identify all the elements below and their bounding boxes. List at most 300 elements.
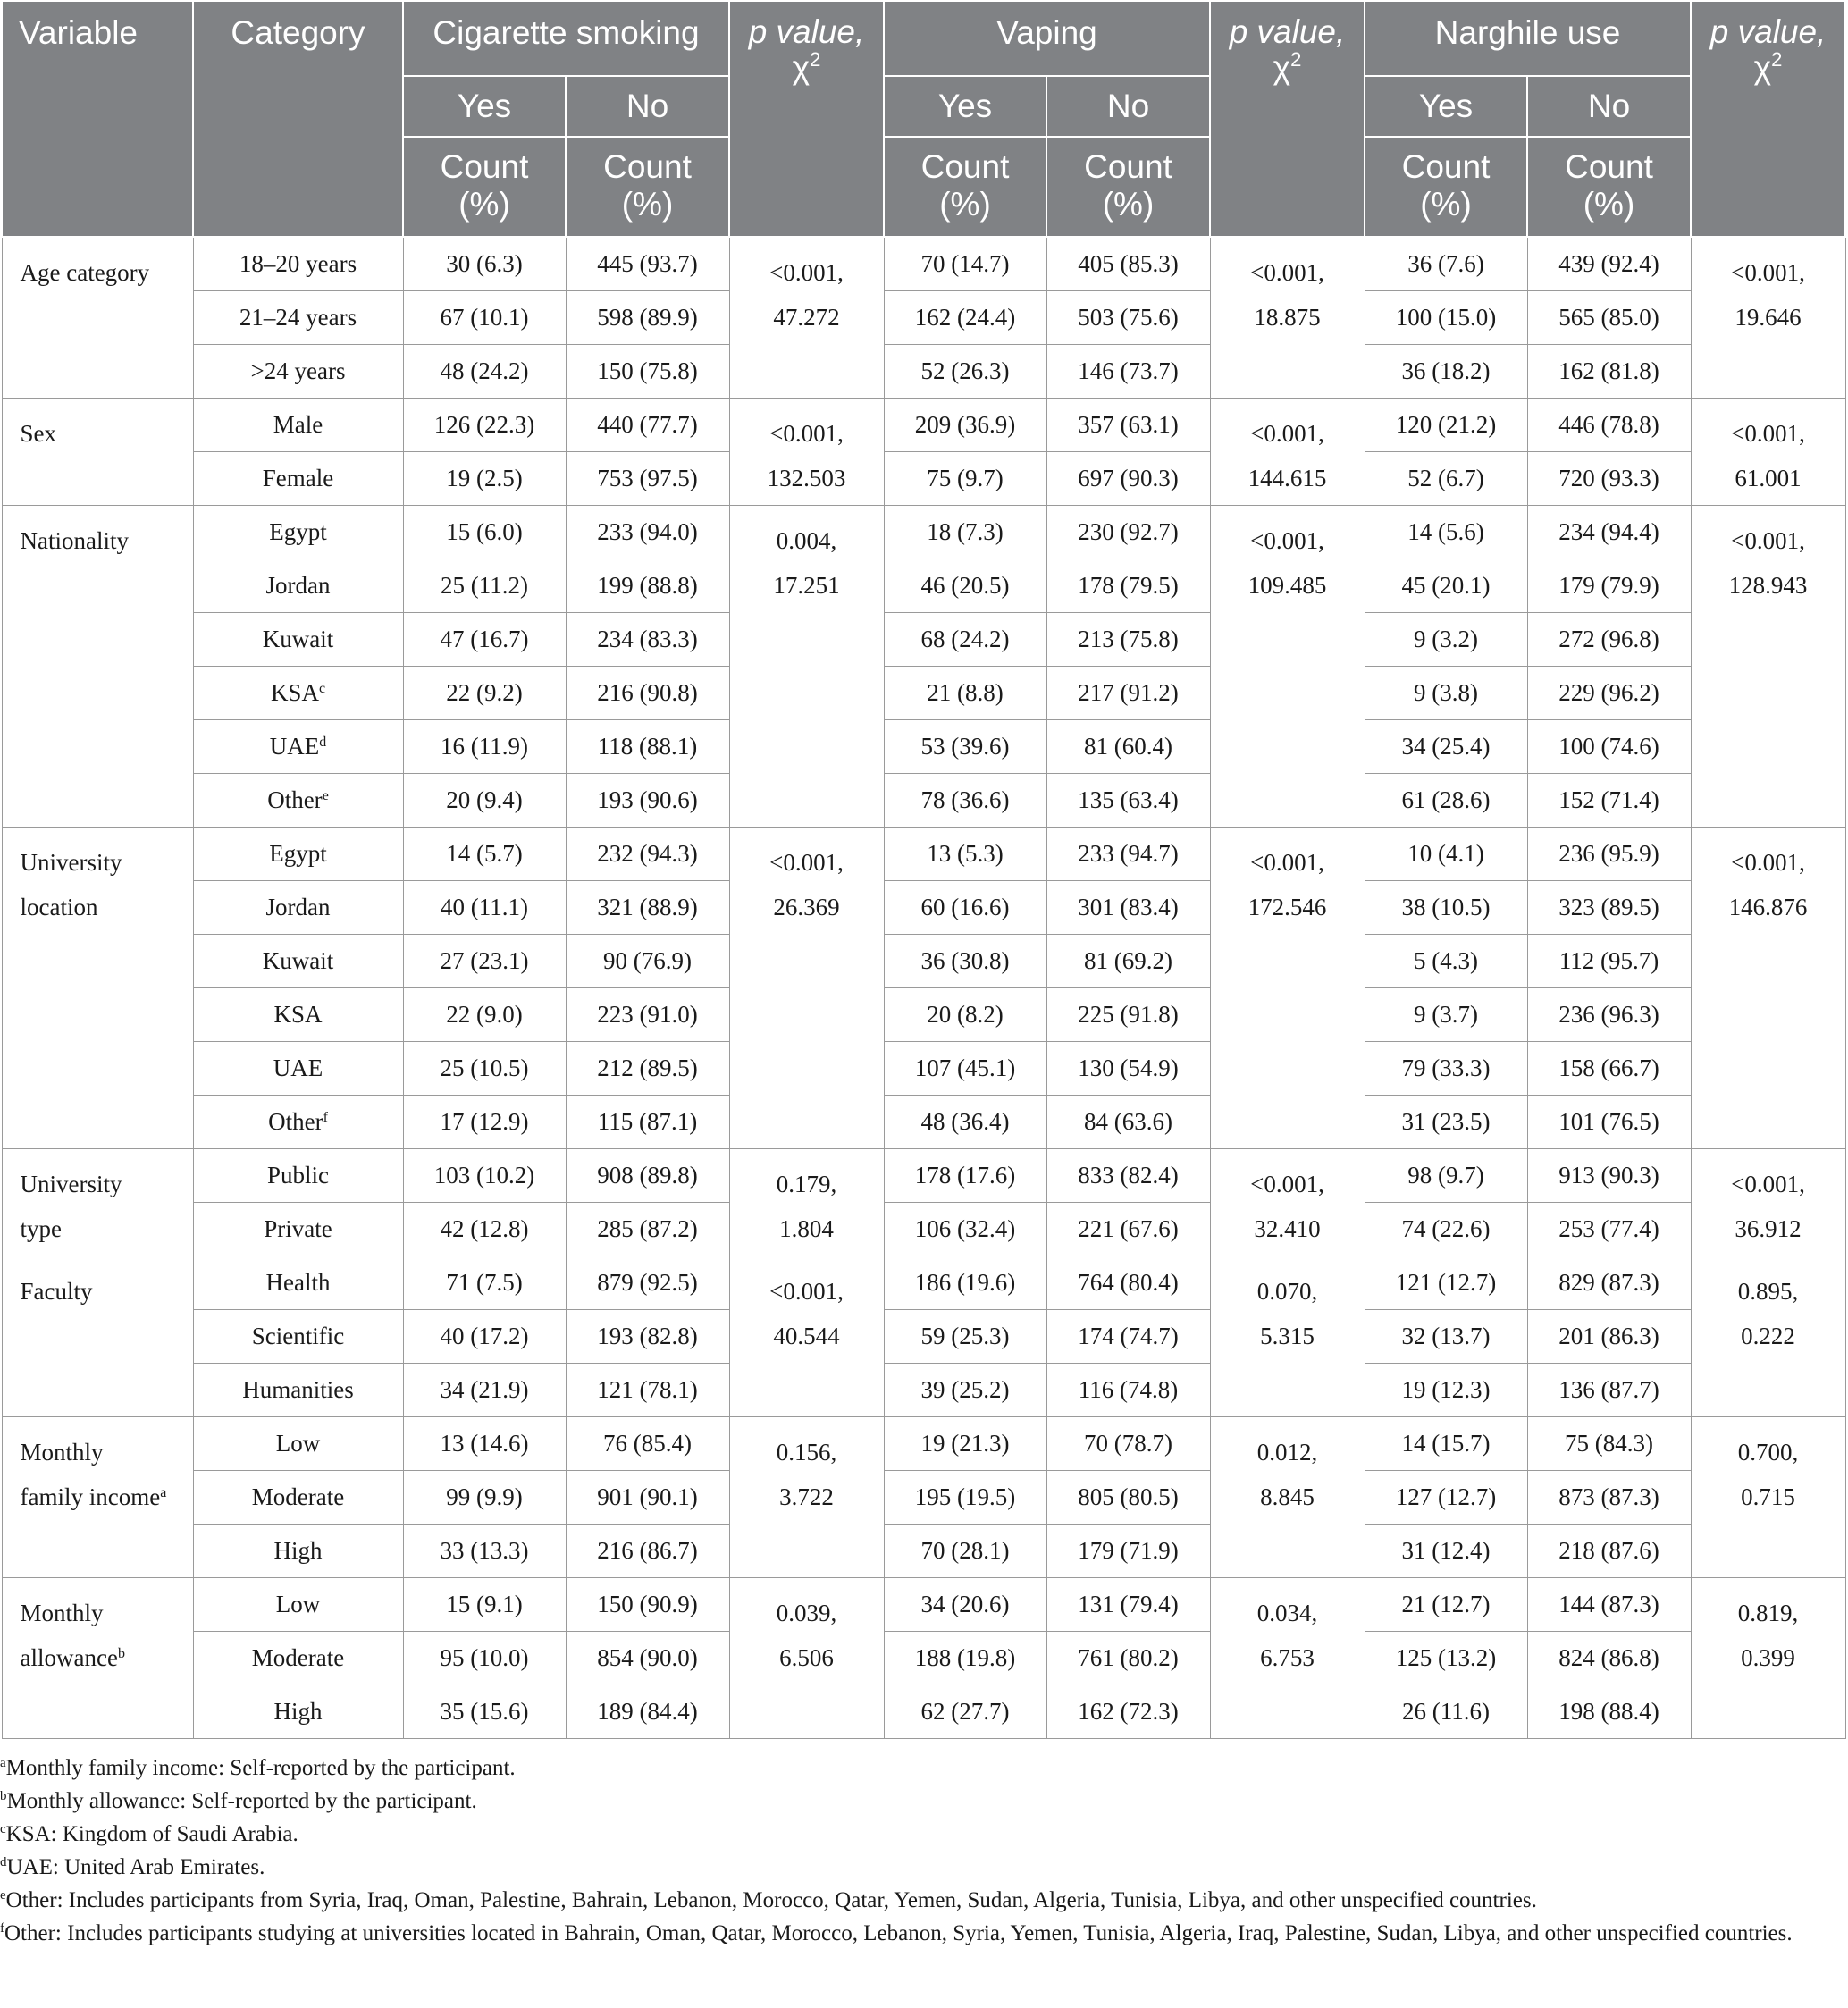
count-cell: 112 (95.7) (1527, 935, 1691, 988)
count-cell: 212 (89.5) (566, 1042, 729, 1096)
category-label: Other (268, 1108, 323, 1135)
count-cell: 233 (94.7) (1046, 828, 1210, 881)
count-cell: 42 (12.8) (403, 1203, 566, 1256)
pvalue-cell: <0.001, 40.544 (729, 1256, 884, 1417)
percent-label: (%) (939, 186, 991, 223)
header-count (884, 137, 1046, 237)
pvalue-cell: 0.034, 6.753 (1210, 1578, 1365, 1739)
footnote-marker: b (0, 1789, 7, 1803)
count-cell: 47 (16.7) (403, 613, 566, 667)
count-cell: 236 (96.3) (1527, 988, 1691, 1042)
chi-sup: 2 (1771, 48, 1783, 71)
header-count (566, 137, 729, 237)
header-yes: Yes (403, 76, 566, 137)
footnote-text: Monthly allowance: Self-reported by the participant. (6, 1789, 477, 1813)
pvalue-label: p value, (1229, 13, 1346, 50)
count-label: Count (1084, 148, 1172, 185)
count-cell: 67 (10.1) (403, 291, 566, 345)
count-cell: 125 (13.2) (1365, 1632, 1527, 1685)
table-row (2, 1149, 1845, 1203)
count-cell: 59 (25.3) (884, 1310, 1046, 1364)
count-cell: 130 (54.9) (1046, 1042, 1210, 1096)
category-label: Private (264, 1215, 332, 1242)
count-cell: 31 (23.5) (1365, 1096, 1527, 1149)
count-cell: 15 (9.1) (403, 1578, 566, 1632)
count-cell: 52 (26.3) (884, 345, 1046, 399)
category-label: Health (265, 1269, 331, 1296)
count-cell: 118 (88.1) (566, 720, 729, 774)
pvalue-cell: <0.001, 109.485 (1210, 506, 1365, 828)
variable-cell (2, 1417, 193, 1578)
results-table (1, 0, 1846, 1739)
count-cell: 126 (22.3) (403, 399, 566, 452)
count-cell: 79 (33.3) (1365, 1042, 1527, 1096)
pvalue-cell: <0.001, 36.912 (1691, 1149, 1845, 1256)
pvalue-cell: 0.012, 8.845 (1210, 1417, 1365, 1578)
pvalue-cell: <0.001, 144.615 (1210, 399, 1365, 506)
table-row (2, 237, 1845, 291)
pvalue-cell: <0.001, 47.272 (729, 237, 884, 399)
count-cell: 14 (5.7) (403, 828, 566, 881)
count-cell: 101 (76.5) (1527, 1096, 1691, 1149)
footnote-text: UAE: United Arab Emirates. (6, 1855, 265, 1879)
variable-label: Sex (20, 420, 56, 447)
count-cell: 179 (79.9) (1527, 559, 1691, 613)
count-cell: 854 (90.0) (566, 1632, 729, 1685)
variable-cell (2, 237, 193, 399)
count-cell: 27 (23.1) (403, 935, 566, 988)
count-cell: 40 (17.2) (403, 1310, 566, 1364)
category-label: Humanities (242, 1376, 354, 1403)
count-cell: 150 (75.8) (566, 345, 729, 399)
count-cell: 158 (66.7) (1527, 1042, 1691, 1096)
table-row (2, 1417, 1845, 1471)
footnote-marker: f (323, 1110, 328, 1125)
category-cell (193, 774, 403, 828)
count-cell: 116 (74.8) (1046, 1364, 1210, 1417)
header-count (1046, 137, 1210, 237)
pvalue-cell: 0.819, 0.399 (1691, 1578, 1845, 1739)
count-cell: 95 (10.0) (403, 1632, 566, 1685)
header-pvalue (1210, 1, 1365, 237)
category-label: Male (273, 411, 323, 438)
table-row (2, 1632, 1845, 1685)
count-cell: 178 (79.5) (1046, 559, 1210, 613)
count-cell: 233 (94.0) (566, 506, 729, 559)
footnote-marker: c (0, 1822, 6, 1836)
category-cell (193, 345, 403, 399)
count-cell: 103 (10.2) (403, 1149, 566, 1203)
count-cell: 178 (17.6) (884, 1149, 1046, 1203)
table-row (2, 613, 1845, 667)
count-cell: 146 (73.7) (1046, 345, 1210, 399)
percent-label: (%) (1102, 186, 1155, 223)
count-cell: 25 (10.5) (403, 1042, 566, 1096)
count-cell: 193 (90.6) (566, 774, 729, 828)
count-cell: 70 (78.7) (1046, 1417, 1210, 1471)
category-cell (193, 1578, 403, 1632)
pvalue-cell: <0.001, 132.503 (729, 399, 884, 506)
count-cell: 19 (12.3) (1365, 1364, 1527, 1417)
count-cell: 162 (72.3) (1046, 1685, 1210, 1739)
chi-label: χ (1753, 49, 1772, 86)
count-cell: 131 (79.4) (1046, 1578, 1210, 1632)
count-cell: 217 (91.2) (1046, 667, 1210, 720)
count-cell: 873 (87.3) (1527, 1471, 1691, 1525)
header-no: No (1046, 76, 1210, 137)
header-variable: Variable (2, 1, 193, 237)
count-cell: 35 (15.6) (403, 1685, 566, 1739)
count-cell: 225 (91.8) (1046, 988, 1210, 1042)
footnote-text: Other: Includes participants studying at universities located in Bahrain, Oman, Qatar, Morocco, Lebanon, Syria, Yemen, Tunisia, Algeria, Iraq, Palestine, Sudan, Libya, and other unspecified countries. (4, 1921, 1793, 1945)
pvalue-label: p value, (748, 13, 865, 50)
pvalue-cell: <0.001, 172.546 (1210, 828, 1365, 1149)
footnote-marker: f (0, 1921, 4, 1936)
count-cell: 115 (87.1) (566, 1096, 729, 1149)
header-count (1365, 137, 1527, 237)
count-cell: 144 (87.3) (1527, 1578, 1691, 1632)
count-cell: 193 (82.8) (566, 1310, 729, 1364)
count-cell: 98 (9.7) (1365, 1149, 1527, 1203)
table-row (2, 345, 1845, 399)
count-cell: 127 (12.7) (1365, 1471, 1527, 1525)
category-cell (193, 506, 403, 559)
category-cell (193, 613, 403, 667)
count-cell: 15 (6.0) (403, 506, 566, 559)
count-cell: 62 (27.7) (884, 1685, 1046, 1739)
table-row (2, 399, 1845, 452)
chi-label: χ (1273, 49, 1291, 86)
count-cell: 36 (30.8) (884, 935, 1046, 988)
count-cell: 48 (36.4) (884, 1096, 1046, 1149)
table-row (2, 1310, 1845, 1364)
pvalue-cell: <0.001, 18.875 (1210, 237, 1365, 399)
count-cell: 78 (36.6) (884, 774, 1046, 828)
variable-label: Monthly family income (20, 1439, 161, 1510)
category-cell (193, 237, 403, 291)
count-cell: 301 (83.4) (1046, 881, 1210, 935)
pvalue-cell: 0.179, 1.804 (729, 1149, 884, 1256)
category-cell (193, 291, 403, 345)
count-cell: 201 (86.3) (1527, 1310, 1691, 1364)
count-label: Count (1401, 148, 1491, 185)
count-cell: 503 (75.6) (1046, 291, 1210, 345)
count-cell: 9 (3.8) (1365, 667, 1527, 720)
category-cell (193, 1364, 403, 1417)
pvalue-cell: 0.895, 0.222 (1691, 1256, 1845, 1417)
count-cell: 805 (80.5) (1046, 1471, 1210, 1525)
count-cell: 13 (5.3) (884, 828, 1046, 881)
header-group-vaping: Vaping (884, 1, 1210, 76)
count-cell: 232 (94.3) (566, 828, 729, 881)
variable-label: Monthly allowance (20, 1600, 118, 1671)
count-cell: 19 (2.5) (403, 452, 566, 506)
count-cell: 34 (21.9) (403, 1364, 566, 1417)
table-row (2, 828, 1845, 881)
category-cell (193, 1149, 403, 1203)
table-row (2, 452, 1845, 506)
table-row (2, 1471, 1845, 1525)
count-cell: 25 (11.2) (403, 559, 566, 613)
header-pvalue (729, 1, 884, 237)
pvalue-cell: <0.001, 32.410 (1210, 1149, 1365, 1256)
count-cell: 34 (20.6) (884, 1578, 1046, 1632)
variable-label: University location (20, 849, 122, 920)
count-cell: 218 (87.6) (1527, 1525, 1691, 1578)
count-cell: 236 (95.9) (1527, 828, 1691, 881)
header-group-cigarette: Cigarette smoking (403, 1, 729, 76)
count-cell: 188 (19.8) (884, 1632, 1046, 1685)
count-cell: 901 (90.1) (566, 1471, 729, 1525)
pvalue-cell: <0.001, 19.646 (1691, 237, 1845, 399)
table-row (2, 667, 1845, 720)
count-label: Count (1565, 148, 1653, 185)
count-cell: 272 (96.8) (1527, 613, 1691, 667)
count-cell: 81 (60.4) (1046, 720, 1210, 774)
count-cell: 598 (89.9) (566, 291, 729, 345)
count-cell: 90 (76.9) (566, 935, 729, 988)
variable-cell (2, 1149, 193, 1256)
count-cell: 70 (14.7) (884, 237, 1046, 291)
count-cell: 697 (90.3) (1046, 452, 1210, 506)
table-row (2, 1256, 1845, 1310)
count-cell: 68 (24.2) (884, 613, 1046, 667)
category-label: KSA (273, 1001, 323, 1028)
count-cell: 34 (25.4) (1365, 720, 1527, 774)
count-cell: 216 (90.8) (566, 667, 729, 720)
category-label: Jordan (265, 572, 331, 599)
variable-cell (2, 506, 193, 828)
category-label: Kuwait (262, 947, 334, 974)
count-cell: 33 (13.3) (403, 1525, 566, 1578)
count-cell: 234 (94.4) (1527, 506, 1691, 559)
count-cell: 230 (92.7) (1046, 506, 1210, 559)
count-cell: 209 (36.9) (884, 399, 1046, 452)
count-cell: 20 (9.4) (403, 774, 566, 828)
table-row (2, 988, 1845, 1042)
count-cell: 908 (89.8) (566, 1149, 729, 1203)
pvalue-cell: <0.001, 26.369 (729, 828, 884, 1149)
count-cell: 195 (19.5) (884, 1471, 1046, 1525)
category-label: UAE (273, 1054, 323, 1081)
table-row (2, 559, 1845, 613)
pvalue-cell: 0.156, 3.722 (729, 1417, 884, 1578)
header-no: No (1527, 76, 1691, 137)
count-cell: 440 (77.7) (566, 399, 729, 452)
footnote-marker: c (318, 681, 326, 696)
pvalue-cell: <0.001, 128.943 (1691, 506, 1845, 828)
category-label: >24 years (250, 357, 346, 384)
count-cell: 52 (6.7) (1365, 452, 1527, 506)
header-count (403, 137, 566, 237)
table-row (2, 720, 1845, 774)
category-label: High (273, 1698, 323, 1725)
count-cell: 446 (78.8) (1527, 399, 1691, 452)
percent-label: (%) (1583, 186, 1635, 223)
count-cell: 21 (12.7) (1365, 1578, 1527, 1632)
count-cell: 36 (7.6) (1365, 237, 1527, 291)
table-row (2, 1578, 1845, 1632)
count-cell: 10 (4.1) (1365, 828, 1527, 881)
count-cell: 285 (87.2) (566, 1203, 729, 1256)
count-label: Count (920, 148, 1010, 185)
count-cell: 120 (21.2) (1365, 399, 1527, 452)
count-cell: 445 (93.7) (566, 237, 729, 291)
category-cell (193, 452, 403, 506)
footnote-marker: b (117, 1646, 125, 1661)
count-cell: 20 (8.2) (884, 988, 1046, 1042)
table-row (2, 1096, 1845, 1149)
count-cell: 19 (21.3) (884, 1417, 1046, 1471)
pvalue-cell: 0.070, 5.315 (1210, 1256, 1365, 1417)
footnote-text: Monthly family income: Self-reported by the participant. (5, 1756, 516, 1780)
variable-cell (2, 1256, 193, 1417)
category-cell (193, 988, 403, 1042)
footnote-marker: d (0, 1855, 7, 1869)
count-cell: 22 (9.2) (403, 667, 566, 720)
count-cell: 213 (75.8) (1046, 613, 1210, 667)
count-cell: 70 (28.1) (884, 1525, 1046, 1578)
table-row (2, 1525, 1845, 1578)
category-cell (193, 1042, 403, 1096)
count-cell: 21 (8.8) (884, 667, 1046, 720)
category-label: Jordan (265, 894, 331, 920)
pvalue-cell: 0.700, 0.715 (1691, 1417, 1845, 1578)
count-cell: 439 (92.4) (1527, 237, 1691, 291)
count-cell: 60 (16.6) (884, 881, 1046, 935)
table-row (2, 1364, 1845, 1417)
pvalue-cell: <0.001, 146.876 (1691, 828, 1845, 1149)
pvalue-cell: 0.004, 17.251 (729, 506, 884, 828)
count-cell: 761 (80.2) (1046, 1632, 1210, 1685)
count-label: Count (440, 148, 529, 185)
category-cell (193, 399, 403, 452)
count-cell: 14 (15.7) (1365, 1417, 1527, 1471)
table-header (2, 1, 1845, 237)
count-cell: 99 (9.9) (403, 1471, 566, 1525)
count-cell: 824 (86.8) (1527, 1632, 1691, 1685)
count-cell: 48 (24.2) (403, 345, 566, 399)
count-cell: 229 (96.2) (1527, 667, 1691, 720)
count-cell: 323 (89.5) (1527, 881, 1691, 935)
table-body (2, 237, 1845, 1739)
category-label: Egypt (269, 518, 327, 545)
category-label: UAE (269, 733, 320, 760)
count-label: Count (603, 148, 692, 185)
category-label: High (273, 1537, 323, 1564)
chi-sup: 2 (810, 48, 821, 71)
count-cell: 199 (88.8) (566, 559, 729, 613)
footnote (0, 1917, 1823, 1950)
count-cell: 5 (4.3) (1365, 935, 1527, 988)
category-cell (193, 1685, 403, 1739)
table-row (2, 1685, 1845, 1739)
count-cell: 223 (91.0) (566, 988, 729, 1042)
count-cell: 75 (84.3) (1527, 1417, 1691, 1471)
pvalue-cell: <0.001, 61.001 (1691, 399, 1845, 506)
count-cell: 100 (74.6) (1527, 720, 1691, 774)
count-cell: 53 (39.6) (884, 720, 1046, 774)
footnotes (0, 1752, 1823, 1950)
variable-cell (2, 1578, 193, 1739)
count-cell: 84 (63.6) (1046, 1096, 1210, 1149)
table-row (2, 1042, 1845, 1096)
count-cell: 135 (63.4) (1046, 774, 1210, 828)
count-cell: 753 (97.5) (566, 452, 729, 506)
category-cell (193, 667, 403, 720)
category-label: Public (266, 1162, 329, 1189)
table-row (2, 291, 1845, 345)
count-cell: 36 (18.2) (1365, 345, 1527, 399)
count-cell: 321 (88.9) (566, 881, 729, 935)
count-cell: 121 (12.7) (1365, 1256, 1527, 1310)
count-cell: 357 (63.1) (1046, 399, 1210, 452)
category-label: Other (267, 786, 323, 813)
table-row (2, 881, 1845, 935)
count-cell: 162 (24.4) (884, 291, 1046, 345)
count-cell: 17 (12.9) (403, 1096, 566, 1149)
count-cell: 405 (85.3) (1046, 237, 1210, 291)
footnote (0, 1851, 1823, 1884)
pvalue-cell: 0.039, 6.506 (729, 1578, 884, 1739)
category-cell (193, 1525, 403, 1578)
variable-cell (2, 399, 193, 506)
category-label: 18–20 years (239, 250, 357, 277)
percent-label: (%) (621, 186, 674, 223)
count-cell: 121 (78.1) (566, 1364, 729, 1417)
count-cell: 764 (80.4) (1046, 1256, 1210, 1310)
count-cell: 234 (83.3) (566, 613, 729, 667)
category-cell (193, 1096, 403, 1149)
footnote-text: Other: Includes participants from Syria, Iraq, Oman, Palestine, Bahrain, Lebanon, Morocco, Qatar, Yemen, Sudan, Algeria, Tunisia, Libya, and other unspecified countries. (5, 1888, 1537, 1912)
category-cell (193, 720, 403, 774)
pvalue-label: p value, (1709, 13, 1827, 50)
count-cell: 829 (87.3) (1527, 1256, 1691, 1310)
count-cell: 253 (77.4) (1527, 1203, 1691, 1256)
count-cell: 32 (13.7) (1365, 1310, 1527, 1364)
count-cell: 186 (19.6) (884, 1256, 1046, 1310)
footnote (0, 1785, 1823, 1818)
footnote-marker: a (160, 1485, 167, 1500)
count-cell: 136 (87.7) (1527, 1364, 1691, 1417)
footnote-marker: e (0, 1888, 6, 1903)
percent-label: (%) (1420, 186, 1472, 223)
count-cell: 61 (28.6) (1365, 774, 1527, 828)
table-row (2, 506, 1845, 559)
category-label: Scientific (251, 1323, 345, 1349)
category-label: 21–24 years (239, 304, 357, 331)
category-cell (193, 1310, 403, 1364)
variable-label: Age category (20, 259, 150, 286)
header-yes: Yes (884, 76, 1046, 137)
category-label: Kuwait (262, 626, 334, 652)
category-label: KSA (270, 679, 319, 706)
footnote-marker: e (322, 788, 329, 803)
count-cell: 81 (69.2) (1046, 935, 1210, 988)
count-cell: 107 (45.1) (884, 1042, 1046, 1096)
count-cell: 221 (67.6) (1046, 1203, 1210, 1256)
footnote (0, 1752, 1823, 1785)
category-label: Moderate (251, 1644, 345, 1671)
count-cell: 152 (71.4) (1527, 774, 1691, 828)
category-cell (193, 828, 403, 881)
category-cell (193, 1471, 403, 1525)
count-cell: 39 (25.2) (884, 1364, 1046, 1417)
header-category: Category (193, 1, 403, 237)
count-cell: 16 (11.9) (403, 720, 566, 774)
category-label: Moderate (251, 1483, 345, 1510)
count-cell: 26 (11.6) (1365, 1685, 1527, 1739)
